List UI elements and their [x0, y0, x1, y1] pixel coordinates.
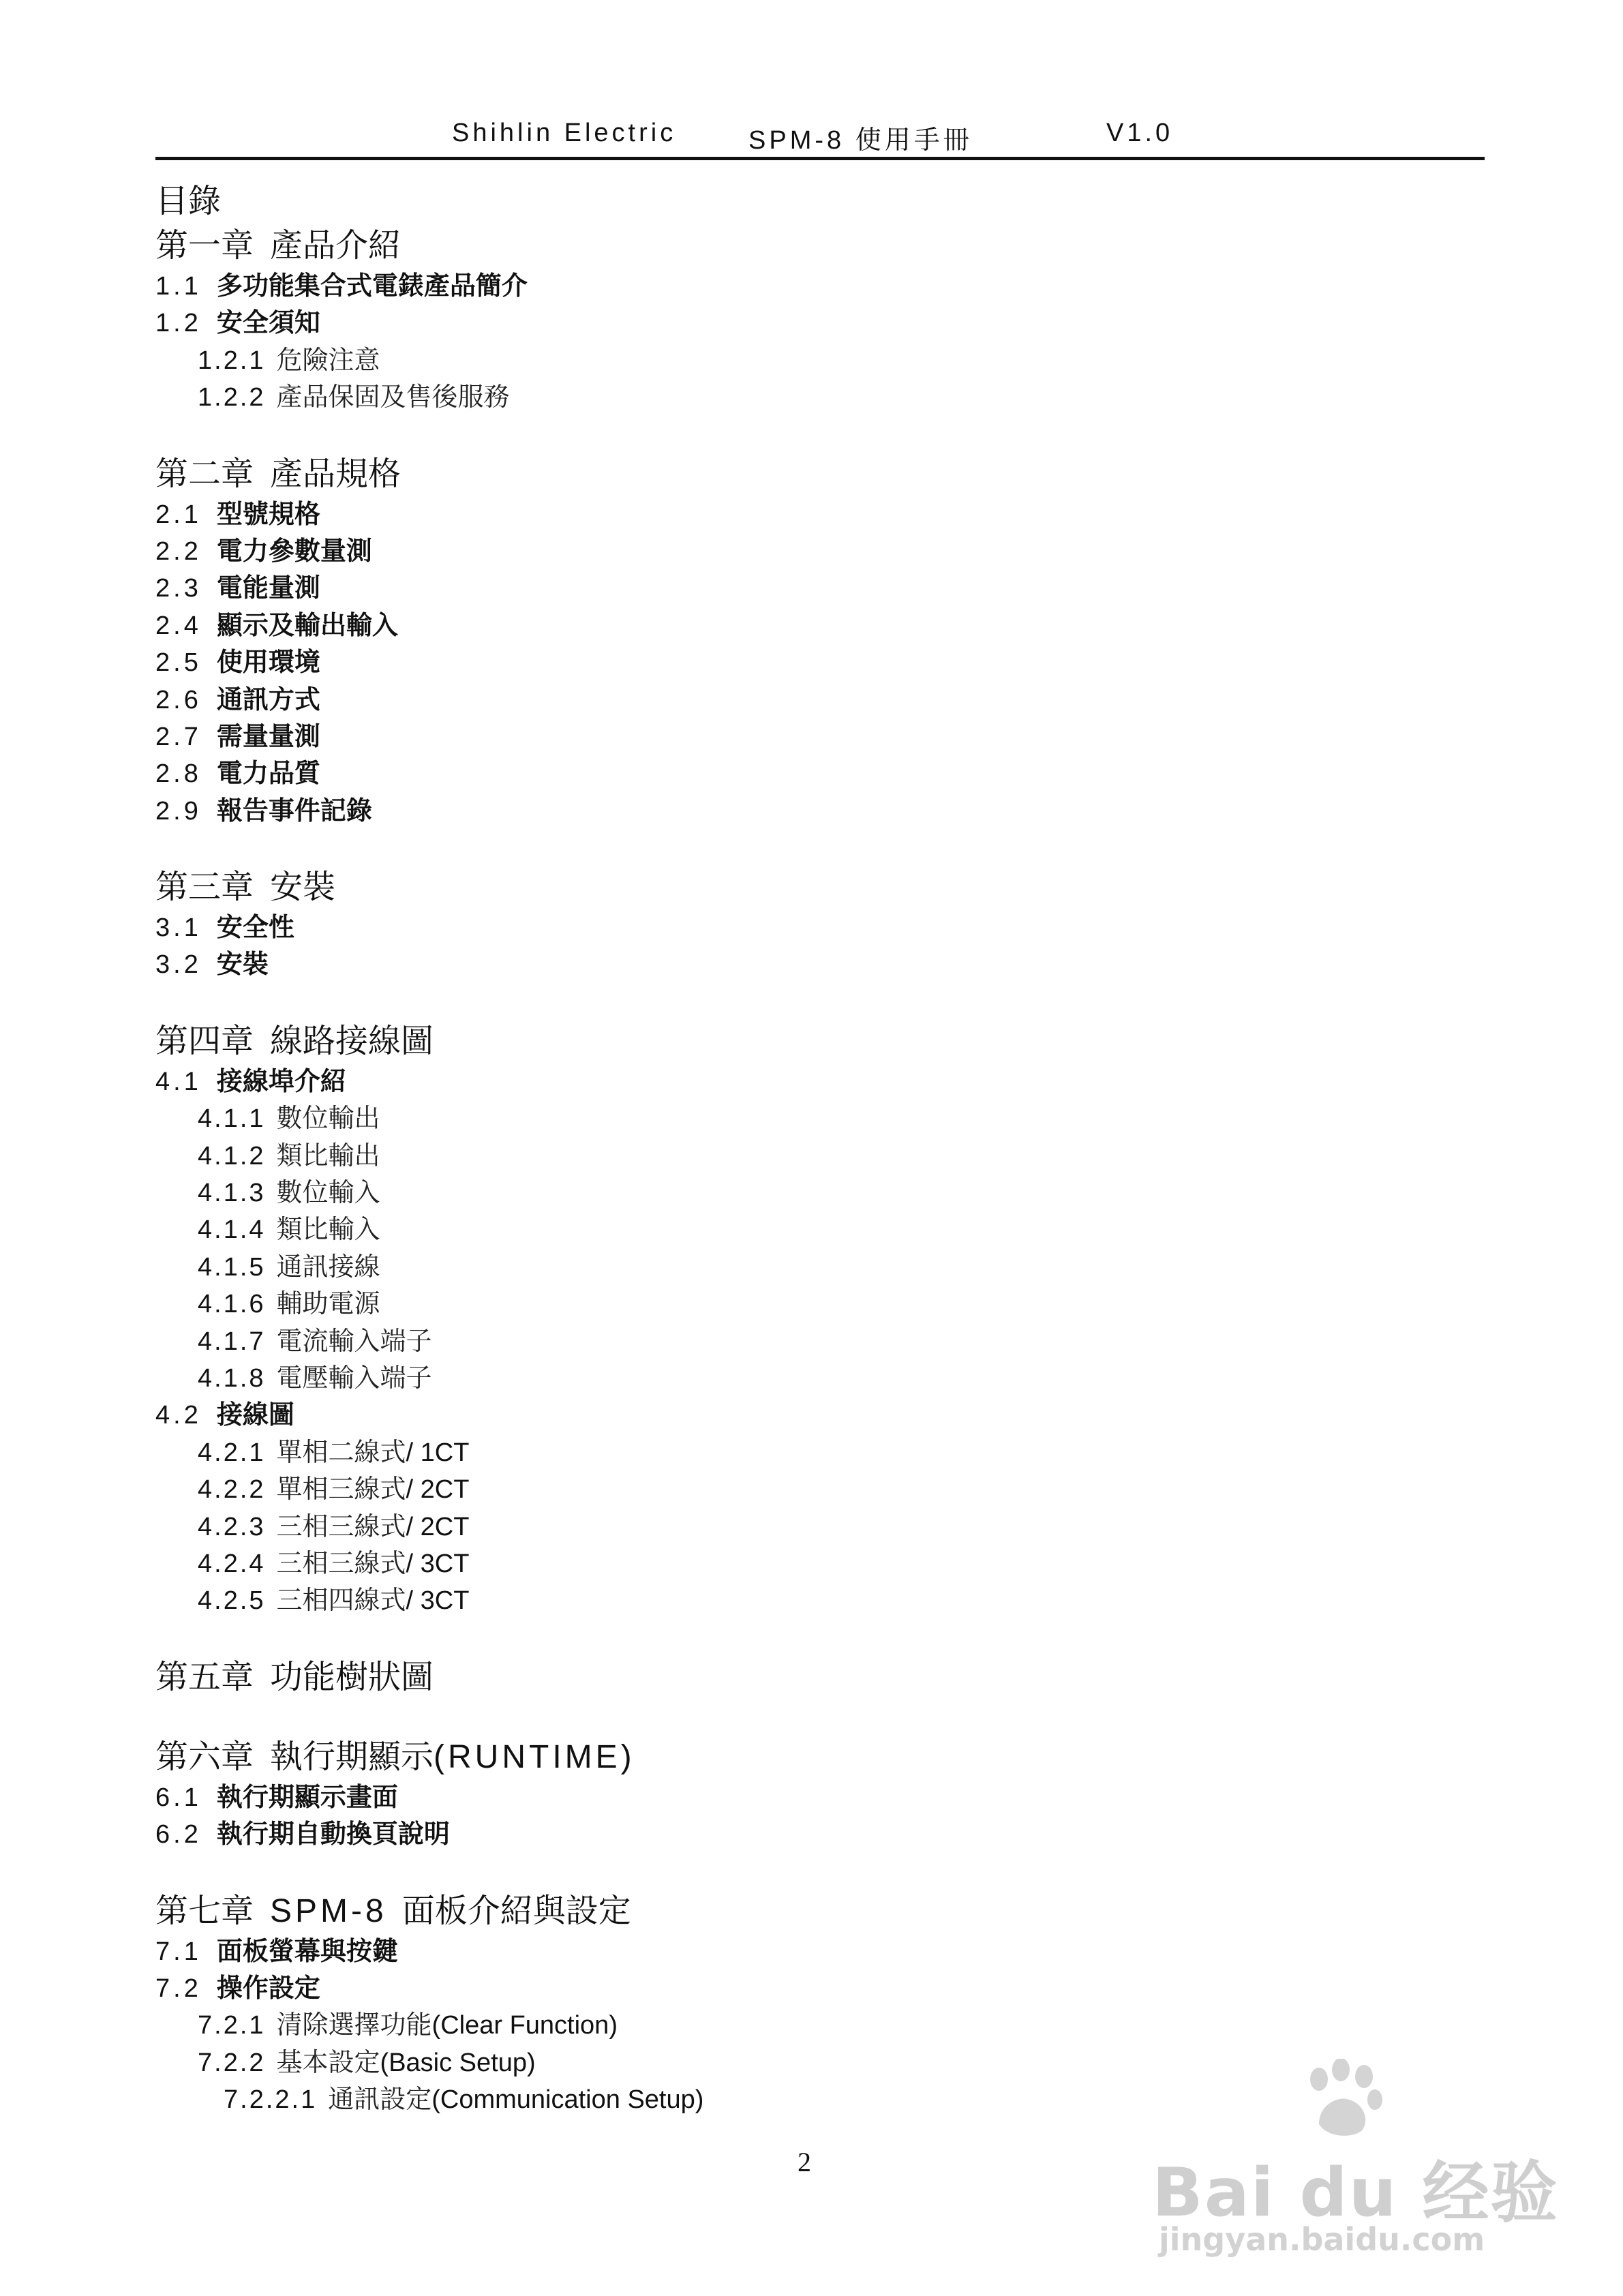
toc-section-entry	[155, 644, 1485, 680]
chapter-spacer	[155, 1853, 1485, 1889]
toc-chapter-heading	[155, 1735, 1485, 1779]
section-title: 使用環境	[216, 647, 320, 678]
subsection-number: 4.2.4	[198, 1549, 266, 1578]
section-title: 面板螢幕與按鍵	[216, 1935, 398, 1966]
subsection-title: 清除選擇功能	[276, 2010, 432, 2040]
toc-section-entry	[155, 909, 1485, 946]
chapter-number: 第三章	[155, 868, 254, 907]
subsection-title: 通訊設定	[328, 2084, 432, 2115]
section-number: 3.2	[155, 950, 202, 980]
section-number: 2.8	[155, 759, 202, 789]
chapter-title: 執行期顯示	[270, 1737, 434, 1776]
section-number: 6.2	[155, 1820, 202, 1849]
toc-chapter-heading	[155, 865, 1485, 909]
section-number: 4.2	[155, 1401, 202, 1430]
subsection-title: 電流輸入端子	[276, 1325, 432, 1356]
section-number: 6.1	[155, 1783, 202, 1812]
section-title: 電力參數量測	[216, 535, 372, 566]
section-title: 報告事件記錄	[216, 795, 372, 826]
toc-subsection-entry	[155, 1582, 1485, 1618]
toc-subsection-entry	[155, 342, 1485, 378]
section-title: 電力品質	[216, 758, 320, 789]
subsection-title: 輔助電源	[276, 1288, 380, 1319]
baidu-jingyan-watermark	[1152, 2059, 1559, 2263]
toc-subsection-entry	[155, 1174, 1485, 1211]
section-number: 3.1	[155, 913, 202, 943]
toc-subsection-entry	[155, 1248, 1485, 1285]
toc-chapter-heading	[155, 1655, 1485, 1699]
watermark-brand: Bai du 经验	[1152, 2154, 1559, 2232]
toc-title: 目錄	[155, 182, 222, 220]
toc-subsection-entry	[155, 2006, 1485, 2043]
subsection-title: 產品保固及售後服務	[276, 382, 510, 412]
toc-subsection-entry	[155, 378, 1485, 415]
toc-section-entry	[155, 1779, 1485, 1815]
toc-section-entry	[155, 607, 1485, 644]
toc-chapter-heading	[155, 224, 1485, 267]
subsection-number: 1.2.2	[198, 383, 266, 412]
page-header	[155, 119, 1485, 153]
toc-subsection-entry	[155, 1508, 1485, 1545]
toc-subsection-entry	[155, 1137, 1485, 1174]
subsection-title-english: (Communication Setup)	[431, 2085, 704, 2115]
section-number: 2.7	[155, 722, 202, 751]
subsection-number: 1.2.1	[198, 346, 266, 375]
chapter-title-english: (RUNTIME)	[434, 1738, 635, 1775]
toc-chapter-heading	[155, 1889, 1485, 1933]
toc-subsection-entry	[155, 1434, 1485, 1470]
subsection-title-english: / 3CT	[406, 1549, 470, 1578]
section-number: 2.5	[155, 648, 202, 678]
toc-section-entry	[155, 1969, 1485, 2006]
section-title: 通訊方式	[216, 684, 320, 714]
toc-chapter-heading	[155, 1019, 1485, 1063]
chapter-number: 第七章	[155, 1891, 254, 1930]
subsection-number: 7.2.2.1	[224, 2085, 318, 2115]
subsection-title: 數位輸出	[276, 1103, 380, 1134]
subsection-title: 單相二線式	[276, 1436, 406, 1467]
section-number: 2.2	[155, 537, 202, 566]
toc-section-entry	[155, 946, 1485, 982]
subsection-title-english: (Clear Function)	[431, 2011, 618, 2040]
chapter-spacer	[155, 1619, 1485, 1655]
section-title: 需量量測	[216, 721, 320, 751]
chapter-spacer	[155, 829, 1485, 865]
subsection-number: 4.1.3	[198, 1179, 266, 1208]
subsection-title: 類比輸出	[276, 1140, 380, 1170]
chapter-number: 第二章	[155, 454, 254, 493]
subsection-title: 三相三線式	[276, 1511, 406, 1541]
chapter-title: 安裝	[270, 868, 336, 907]
section-number: 2.6	[155, 685, 202, 714]
toc-subsection-entry	[155, 1211, 1485, 1248]
chapter-number: 第一章	[155, 226, 254, 265]
toc-section-entry	[155, 1815, 1485, 1852]
header-divider	[155, 157, 1485, 160]
subsection-title: 單相三線式	[276, 1474, 406, 1505]
toc-subsection-entry	[155, 1285, 1485, 1322]
section-number: 1.1	[155, 272, 202, 301]
toc-section-entry	[155, 267, 1485, 304]
toc-section-entry	[155, 569, 1485, 606]
subsection-title-english: / 2CT	[406, 1475, 470, 1505]
section-number: 2.3	[155, 574, 202, 603]
toc-subsection-entry	[155, 1359, 1485, 1396]
section-title: 執行期顯示畫面	[216, 1781, 398, 1812]
toc-section-entry	[155, 1933, 1485, 1969]
subsection-title: 通訊接線	[276, 1251, 380, 1282]
subsection-number: 4.1.6	[198, 1290, 266, 1319]
toc-section-entry	[155, 755, 1485, 791]
toc-subsection-entry	[155, 1470, 1485, 1507]
toc-chapter-heading	[155, 452, 1485, 496]
section-title: 顯示及輸出輸入	[216, 609, 398, 640]
toc-section-entry	[155, 718, 1485, 755]
section-title: 安全須知	[216, 307, 320, 338]
section-number: 1.2	[155, 309, 202, 338]
subsection-number: 4.1.2	[198, 1141, 266, 1170]
chapter-number: 第五章	[155, 1657, 254, 1696]
subsection-title: 基本設定	[276, 2046, 380, 2077]
toc-section-entry	[155, 1063, 1485, 1100]
watermark-site: jingyan.baidu.com	[1159, 2221, 1485, 2258]
subsection-number: 4.1.8	[198, 1363, 266, 1393]
toc-section-entry	[155, 304, 1485, 341]
toc-subsection-entry	[155, 1545, 1485, 1582]
subsection-number: 4.2.2	[198, 1475, 266, 1505]
section-number: 2.1	[155, 500, 202, 529]
table-of-contents	[155, 179, 1485, 2117]
chapter-title: 產品規格	[270, 454, 401, 493]
chapter-spacer	[155, 416, 1485, 452]
subsection-number: 4.1.7	[198, 1327, 266, 1356]
chapter-title: 面板介紹與設定	[401, 1891, 631, 1930]
subsection-number: 4.2.5	[198, 1586, 266, 1616]
section-title: 安全性	[216, 912, 294, 943]
section-title: 安裝	[216, 949, 269, 980]
toc-subsection-entry	[155, 1100, 1485, 1136]
chapter-spacer	[155, 1699, 1485, 1735]
toc-section-entry	[155, 792, 1485, 829]
section-number: 2.9	[155, 796, 202, 826]
section-number: 4.1	[155, 1067, 202, 1096]
chapter-title-model: SPM-8	[270, 1892, 387, 1929]
subsection-title-english: / 2CT	[406, 1512, 470, 1541]
subsection-number: 4.1.5	[198, 1252, 266, 1282]
section-title: 接線圖	[216, 1400, 294, 1430]
subsection-title: 類比輸入	[276, 1214, 380, 1245]
header-version: V1.0	[1106, 119, 1174, 147]
toc-section-entry	[155, 1396, 1485, 1433]
toc-section-entry	[155, 681, 1485, 718]
section-number: 7.1	[155, 1937, 202, 1966]
subsection-title: 危險注意	[276, 344, 380, 375]
subsection-number: 4.1.1	[198, 1104, 266, 1134]
subsection-title: 電壓輸入端子	[276, 1362, 432, 1393]
paw-logo-icon	[1299, 2059, 1387, 2141]
subsection-title-english: (Basic Setup)	[380, 2048, 536, 2077]
section-title: 電能量測	[216, 573, 320, 603]
toc-subsection-entry	[155, 1323, 1485, 1359]
section-title: 型號規格	[216, 498, 320, 529]
section-number: 2.4	[155, 611, 202, 640]
chapter-number: 第六章	[155, 1737, 254, 1776]
header-manual-title: SPM-8 使用手冊	[748, 126, 973, 155]
header-company: Shihlin Electric	[452, 119, 677, 147]
subsection-title-english: / 3CT	[406, 1586, 470, 1616]
section-title: 操作設定	[216, 1972, 320, 2003]
subsection-number: 4.2.1	[198, 1438, 266, 1467]
page-number: 2	[798, 2147, 811, 2177]
chapter-title: 線路接線圖	[270, 1021, 434, 1060]
subsection-title-english: / 1CT	[406, 1438, 470, 1467]
section-title: 多功能集合式電錶產品簡介	[216, 271, 528, 301]
subsection-number: 7.2.1	[198, 2011, 266, 2040]
chapter-title: 功能樹狀圖	[270, 1657, 434, 1696]
subsection-title: 數位輸入	[276, 1177, 380, 1208]
subsection-title: 三相三線式	[276, 1547, 406, 1578]
chapter-spacer	[155, 983, 1485, 1019]
section-title: 接線埠介紹	[216, 1066, 346, 1096]
subsection-number: 7.2.2	[198, 2048, 266, 2077]
section-title: 執行期自動換頁說明	[216, 1819, 450, 1849]
chapter-number: 第四章	[155, 1021, 254, 1060]
subsection-title: 三相四線式	[276, 1585, 406, 1616]
chapter-title: 產品介紹	[270, 226, 401, 265]
subsection-number: 4.1.4	[198, 1215, 266, 1245]
section-number: 7.2	[155, 1974, 202, 2003]
subsection-number: 4.2.3	[198, 1512, 266, 1541]
toc-section-entry	[155, 496, 1485, 532]
toc-section-entry	[155, 532, 1485, 569]
